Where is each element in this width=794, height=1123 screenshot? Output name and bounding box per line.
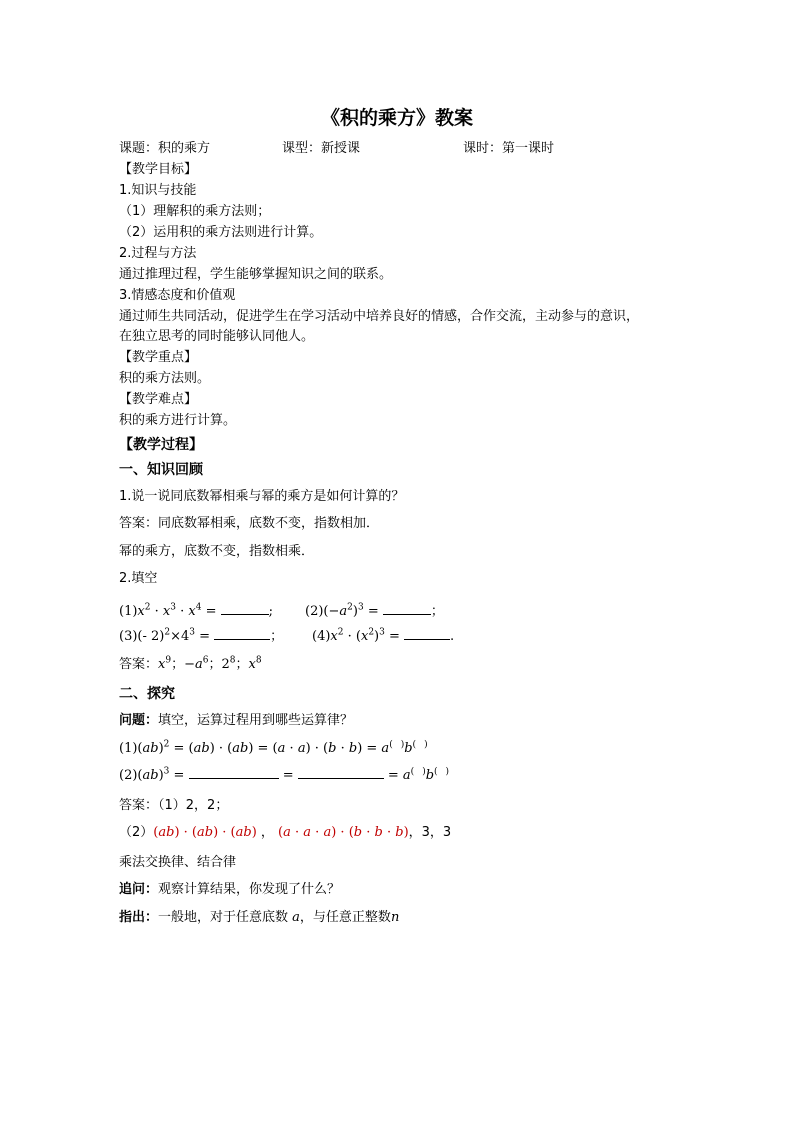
follow-up: 追问：观察计算结果，你发现了什么？ (119, 882, 341, 897)
review-answer-1b: 幂的乘方，底数不变，指数相乘． (119, 544, 315, 559)
knowledge-title: 1.知识与技能 (119, 183, 197, 198)
attitude-text-1: 通过师生共同活动，促进学生在学习活动中培养良好的情感，合作交流，主动参与的意识， (119, 309, 640, 324)
difficulty-heading: 【教学难点】 (119, 392, 198, 407)
exercise-1: $(1)x^2 \cdot x^3 \cdot x^4$ = ; (119, 602, 274, 619)
review-answer-1: 答案：同底数幂相乘，底数不变，指数相加． (119, 516, 380, 531)
exercise-3: (3)(‑ $2)^2\times 4^3$ = ； (119, 627, 284, 644)
meta-topic: 课题：积的乘方 (119, 141, 211, 156)
section-explore-title: 二、探究 (119, 686, 175, 702)
law-text: 乘法交换律、结合律 (119, 855, 237, 870)
process-heading: 【教学过程】 (119, 437, 203, 453)
section-review-title: 一、知识回顾 (119, 462, 203, 478)
key-heading: 【教学重点】 (119, 350, 198, 365)
process-method-text: 通过推理过程，学生能够掌握知识之间的联系。 (119, 267, 393, 282)
explore-answer-2: （2）(ab) · (ab) · (ab) ， (a · a · a) · (b · b · b)，3，3 (119, 825, 452, 840)
knowledge-item-1: （1）理解积的乘方法则； (119, 204, 271, 219)
process-method-title: 2.过程与方法 (119, 246, 197, 261)
explore-equation-2: (2)(ab)$^3$ = = = a( )b( ) (119, 766, 450, 783)
knowledge-item-2: （2）运用积的乘方法则进行计算。 (119, 225, 323, 240)
key-text: 积的乘方法则。 (119, 371, 211, 386)
meta-type: 课型：新授课 (282, 141, 361, 156)
attitude-title: 3.情感态度和价值观 (119, 288, 236, 303)
explore-problem: 问题：填空，运算过程用到哪些运算律？ (119, 713, 354, 728)
exercise-2: $(2)(-a^2)^3$ = ； (305, 602, 444, 619)
exercise-answers: 答案：$x^9$；$-a^6$；$2^8$；$x^8$ (119, 655, 262, 672)
exercise-4: $(4)x^2 \cdot (x^2)^3$ = . (312, 627, 455, 644)
explore-equation-1: (1)(ab)$^2$ = (ab) · (ab) = (a · a) · (b · b) = a( )b( ) (119, 739, 428, 756)
attitude-text-2: 在独立思考的同时能够认同他人。 (119, 329, 315, 344)
difficulty-text: 积的乘方进行计算。 (119, 413, 237, 428)
point-out: 指出：一般地，对于任意底数 a，与任意正整数n (119, 910, 400, 925)
explore-answer-1: 答案：（1）2，2； (119, 798, 229, 813)
review-question-1: 1.说一说同底数幂相乘与幂的乘方是如何计算的？ (119, 489, 405, 504)
goals-heading: 【教学目标】 (119, 162, 198, 177)
page-title: 《积的乘方》教案 (320, 107, 473, 129)
meta-period: 课时：第一课时 (463, 141, 555, 156)
review-question-2: 2.填空 (119, 571, 158, 586)
